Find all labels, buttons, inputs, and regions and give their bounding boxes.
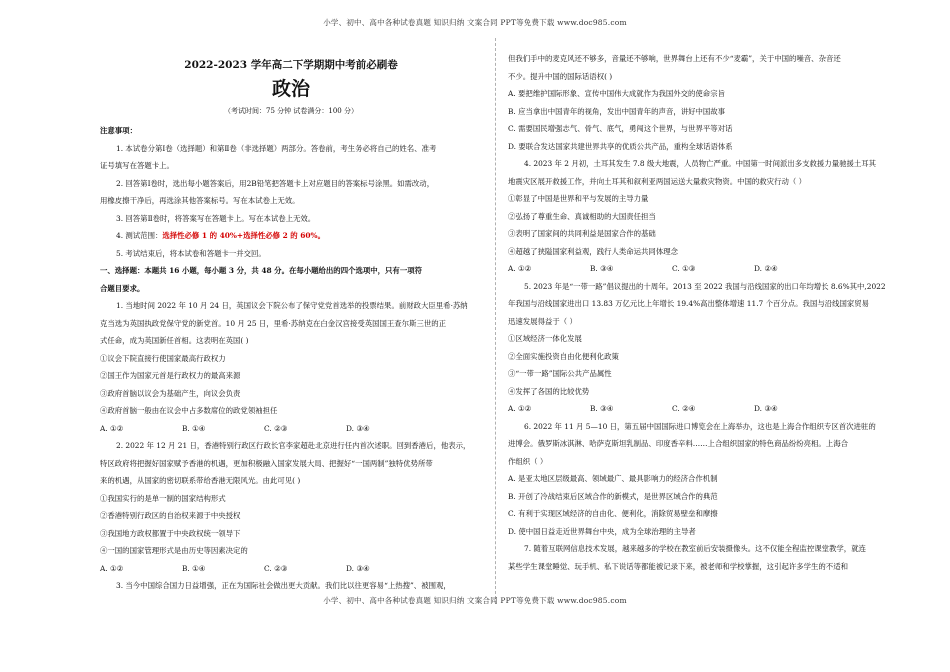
section-1-heading: 一、选择题：本题共 16 小题，每小题 3 分，共 48 分。在每小题给出的四个选项中，只有一项符: [100, 266, 422, 275]
q2-item-3: ③我国地方政权都置于中央政权统一领导下: [100, 528, 241, 538]
q4-option-d: D. ②④: [754, 264, 778, 273]
q2-options: [100, 560, 482, 578]
exam-title: 2022-2023 学年高二下学期期中考前必刷卷: [184, 59, 398, 71]
q1-stem: 1. 当地时间 2022 年 10 月 24 日，英国议会下院公布了保守党党首选举的投票结果。前财政大臣里希·苏纳: [116, 301, 468, 310]
q2-stem-3: 来的机遇，从国家的密切联系带给香港无限风光。由此可见( ): [100, 476, 301, 485]
watermark-bottom: 小学、初中、高中各种试卷真题 知识归纳 文案合同 PPT等免费下载 www.doc985.com: [323, 596, 627, 605]
q4-stem: 4. 2023 年 2 月初，土耳其发生 7.8 级大地震，人员物亡严重。中国第一时间派出多支救援力量驰援土耳其: [524, 159, 877, 168]
notes-heading: 注意事项：: [100, 126, 137, 135]
q5-stem-3: 迅速发展得益于（ ）: [508, 316, 577, 326]
note-4: [100, 227, 482, 245]
note-1a: 1. 本试卷分第Ⅰ卷（选择题）和第Ⅱ卷（非选择题）两部分。答卷前，考生务必将自己的姓名、准考: [116, 143, 437, 153]
q6-option-c: C. 有利于实现区域经济的自由化、便利化，消除贸易壁垒和摩擦: [508, 509, 718, 518]
q2-stem-2: 特区政府将把握好国家赋予香港的机遇，更加积极融入国家发展大局、把握好“一国两制”独特优势所带: [100, 458, 433, 468]
q6-stem-2: 进博会。俄罗斯冰淇淋、哈萨克斯坦乳制品、印度香辛料……上合组织国家的特色商品纷纷亮相。上海合: [508, 439, 848, 448]
q6-stem: 6. 2022 年 11 月 5—10 日，第五届中国国际进口博览会在上海举办，这也是上海合作组织专区首次进驻的: [524, 421, 876, 431]
note-1b: 证号填写在答题卡上。: [100, 161, 174, 170]
q4-item-4: ④超越了狭隘国家利益观，践行人类命运共同体理念: [508, 246, 678, 256]
section-1-heading-cont: 合题目要求。: [100, 283, 145, 293]
q1-option-d: D. ③④: [346, 423, 370, 433]
q4-item-3: ③表明了国家间的共同利益是国家合作的基础: [508, 229, 656, 238]
note-3: 3. 回答第Ⅱ卷时，将答案写在答题卡上。写在本试卷上无效。: [116, 213, 316, 223]
q2-option-b: B. ①④: [182, 563, 206, 573]
q4-item-1: ①彰显了中国是世界和平与发展的主导力量: [508, 194, 649, 203]
q7-stem: 7. 随着互联网信息技术发展，越来越多的学校在教室前后安装摄像头。这不仅能全程监控课堂教学，就连: [524, 544, 866, 553]
q1-options: [100, 420, 482, 438]
q6-option-a: A. 是亚太地区层级最高、领域最广、最具影响力的经济合作机制: [508, 474, 718, 483]
q6-stem-3: 作组织（ ）: [508, 456, 548, 466]
q3-option-a: A. 要把维护国际形象、宣传中国伟大成就作为我国外交的使命宗旨: [508, 89, 725, 98]
q3-stem: 3. 当今中国综合国力日益增强，正在为国际社会做出更大贡献。我们比以往更容易“上热搜”、被围观，: [116, 581, 451, 590]
right-column: [508, 50, 894, 575]
q3-stem-2: 但我们手中的麦克风还不够多，音量还不够响，世界舞台上还有不少“麦霸”，关于中国的噪音、杂音还: [508, 54, 841, 63]
note-4-prefix: 4. 测试范围：: [116, 231, 163, 240]
q5-stem-2: 年我国与沿线国家进出口 13.83 万亿元比上年增长 19.4%高出整体增速 11.7 个百分点。我国与沿线国家贸易: [508, 299, 870, 308]
q2-item-2: ②香港特别行政区的自治权来源于中央授权: [100, 511, 241, 520]
q4-option-a: A. ①②: [508, 264, 532, 273]
q5-item-2: ②全面实施投资自由化便利化政策: [508, 351, 619, 361]
q5-item-1: ①区域经济一体化发展: [508, 334, 582, 343]
q2-item-4: ④一国的国家管理形式是由历史等因素决定的: [100, 546, 248, 555]
q4-option-b: B. ③④: [590, 264, 614, 273]
q5-options: [508, 400, 894, 418]
exam-meta: （考试时间：75 分钟 试卷满分：100 分）: [224, 107, 358, 115]
q7-stem-2: 某些学生课堂睡觉、玩手机、私下说话等都能被记录下来，被老师和学校掌握，这引起许多学生的不适和: [508, 561, 848, 571]
q5-stem: 5. 2023 年是“一带一路”倡议提出的十周年。2013 至 2022 我国与沿线国家的出口年均增长 8.6%其中,2022: [524, 281, 886, 291]
watermark-top: 小学、初中、高中各种试卷真题 知识归纳 文案合同 PPT等免费下载 www.doc985.com: [323, 18, 627, 27]
q1-item-2: ②国王作为国家元首是行政权力的最高来源: [100, 371, 241, 380]
q4-options: [508, 260, 894, 278]
q1-option-c: C. ②③: [264, 423, 288, 433]
q5-item-3: ③“一带一路”国际公共产品属性: [508, 369, 612, 378]
q3-option-b: B. 应当拿出中国青年的视角，发出中国青年的声音，讲好中国故事: [508, 106, 726, 116]
q5-option-c: C. ②④: [672, 404, 696, 413]
q1-option-b: B. ①④: [182, 423, 206, 433]
q1-stem-3: 式任命，成为英国新任首相。这表明在英国( ): [100, 336, 249, 345]
q1-option-a: A. ①②: [100, 423, 124, 433]
test-range: 选择性必修 1 的 40%+选择性必修 2 的 60%。: [162, 231, 325, 240]
q5-option-d: D. ③④: [754, 404, 778, 413]
q2-option-a: A. ①②: [100, 563, 124, 573]
q1-item-3: ③政府首脑以议会为基础产生，向议会负责: [100, 388, 241, 398]
q5-option-b: B. ③④: [590, 404, 614, 413]
q1-item-4: ④政府首脑一般由在议会中占多数席位的政党领袖担任: [100, 406, 278, 415]
q5-item-4: ④发挥了各国的比较优势: [508, 386, 590, 396]
note-2a: 2. 回答第Ⅰ卷时，选出每小题答案后，用2B铅笔把答题卡上对应题目的答案标号涂黑。如需改动，: [116, 178, 435, 188]
q6-option-d: D. 使中国日益走近世界舞台中央，成为全球治理的主导者: [508, 526, 696, 536]
q5-option-a: A. ①②: [508, 404, 532, 413]
q2-stem: 2. 2022 年 12 月 21 日，香港特别行政区行政长官李家超赴北京进行任内首次述职。回到香港后，他表示，: [116, 441, 471, 450]
q6-option-b: B. 开创了冷战结束后区域合作的新模式，是世界区域合作的典范: [508, 491, 718, 501]
q3-option-d: D. 要联合发达国家共建世界共享的优质公共产品，重构全球话语体系: [508, 141, 733, 151]
q3-option-c: C. 需要国民增强志气、骨气、底气，勇闯这个世界，与世界平等对话: [508, 124, 733, 133]
q4-item-2: ②弘扬了尊重生命、真诚相助的大国责任担当: [508, 211, 656, 221]
column-divider: [495, 38, 496, 604]
q4-stem-2: 地震灾区展开救援工作，并向土耳其和叙利亚两国运送大量救灾物资。中国的救灾行动（ ）: [508, 176, 806, 186]
q2-option-d: D. ③④: [346, 563, 370, 573]
q2-option-c: C. ②③: [264, 563, 288, 573]
q1-item-1: ①议会下院直接行使国家最高行政权力: [100, 353, 226, 363]
q3-stem-3: 不少。提升中国的国际话语权( ): [508, 71, 613, 81]
subject-title: 政治: [271, 78, 310, 100]
left-column: [100, 50, 482, 595]
q1-stem-2: 克当选为英国执政党保守党的新党首。10 月 25 日，里希·苏纳克在白金汉宫接受英国国王查尔斯三世的正: [100, 318, 447, 328]
q4-option-c: C. ①③: [672, 264, 696, 273]
note-2b: 用橡皮擦干净后，再选涂其他答案标号。写在本试卷上无效。: [100, 196, 300, 205]
note-5: 5. 考试结束后，将本试卷和答题卡一并交回。: [116, 248, 266, 258]
q2-item-1: ①我国实行的是单一制的国家结构形式: [100, 493, 226, 503]
